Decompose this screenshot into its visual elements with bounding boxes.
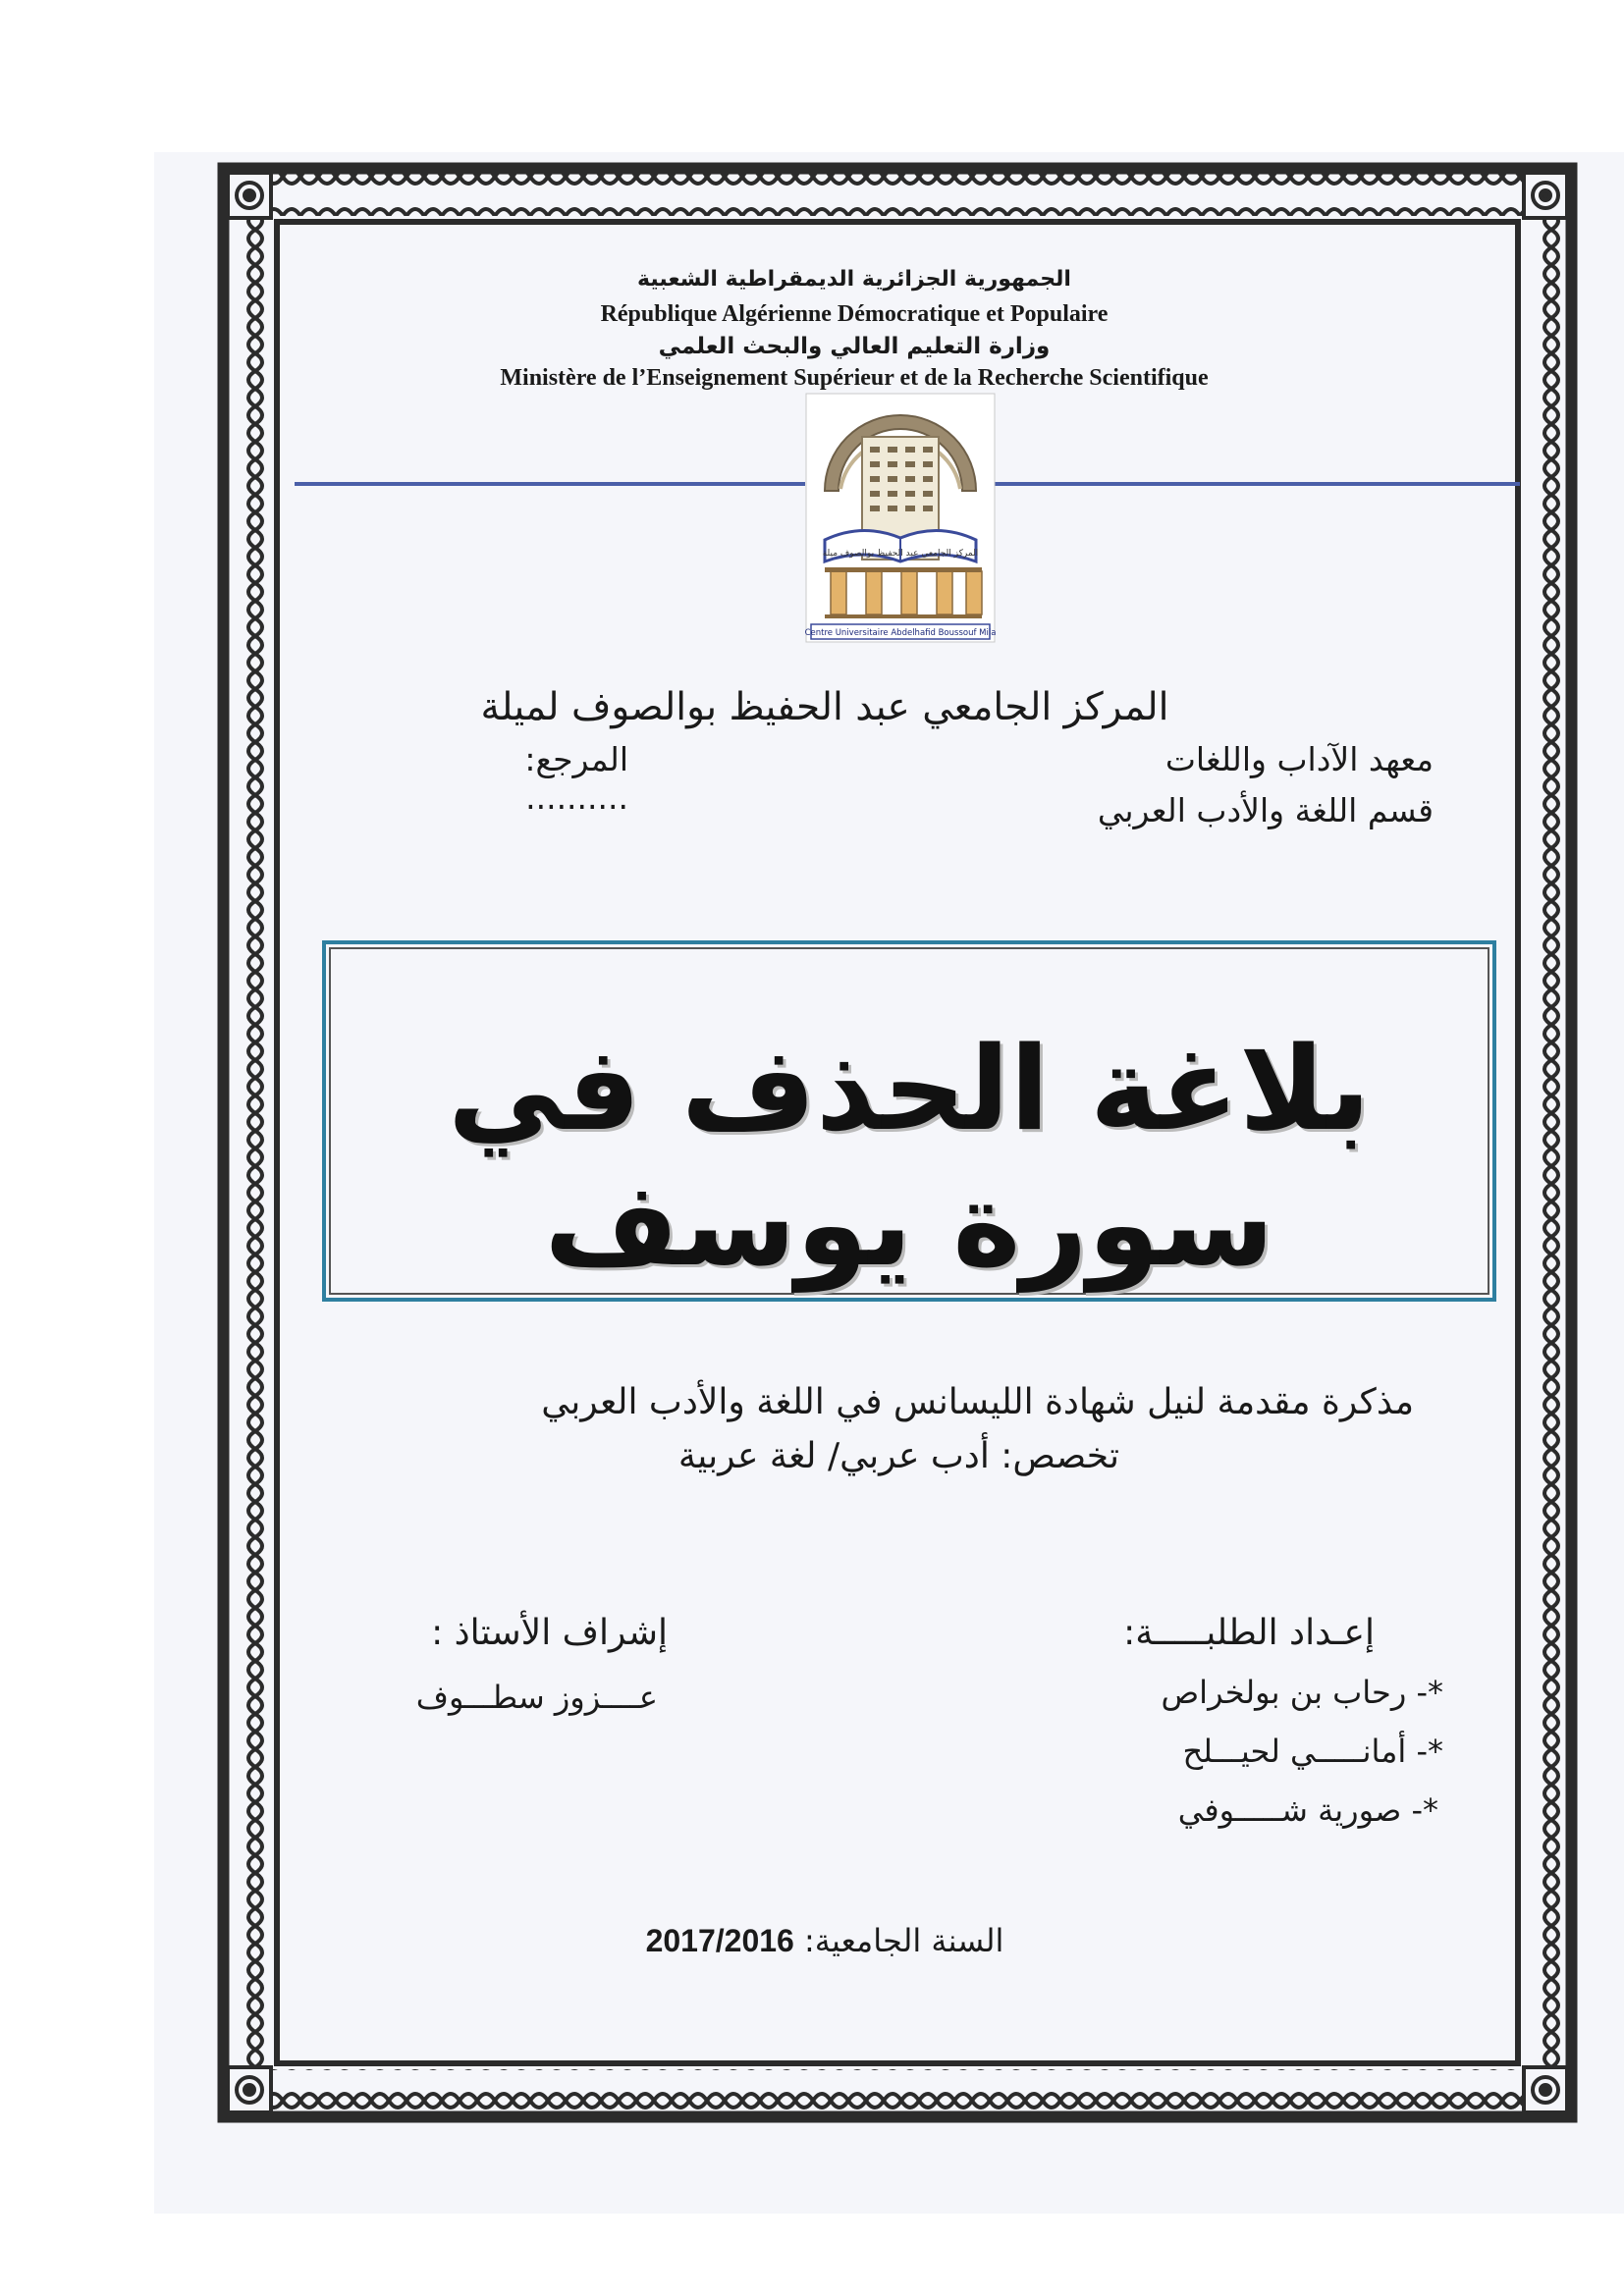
academic-year-value: 2017/2016 (645, 1923, 794, 1958)
student-name: *- أمانـــــي لحيـــلح (1182, 1733, 1443, 1770)
department-name: قسم اللغة والأدب العربي (1097, 791, 1434, 829)
student-name: *- رحاب بن بولخراص (1161, 1674, 1443, 1711)
thesis-purpose: مذكرة مقدمة لنيل شهادة الليسانس في اللغة والأدب العربي (541, 1382, 1414, 1422)
supervisor-name: عــــزوز سطـــوف (415, 1679, 658, 1716)
specialty: تخصص: أدب عربي/ لغة عربية (677, 1436, 1119, 1476)
thesis-title: بلاغة الحذف في سورة يوسف (448, 1021, 1371, 1292)
ministry-french: Ministère de l’Enseignement Supérieur et de la Recherche Scientifique (500, 365, 1209, 391)
students-label: إعـداد الطلبـــــة: (1123, 1613, 1375, 1653)
academic-year (589, 1922, 1060, 1959)
institution-name: المركز الجامعي عبد الحفيظ بوالصوف لميلة (480, 685, 1169, 729)
reference-number: المرجع: .......... (524, 740, 628, 817)
republic-french: République Algérienne Démocratique et Populaire (600, 301, 1109, 327)
ministry-arabic: وزارة التعليم العالي والبحث العلمي (658, 334, 1051, 359)
title-box (322, 940, 1496, 1302)
svg-text:المركز الجامعي عبد الحفيظ بوال: المركز الجامعي عبد الحفيظ بوالصوف ميلة (822, 549, 979, 559)
institute-name: معهد الآداب واللغات (1164, 740, 1434, 778)
student-name: *- صورية شـــــوفي (1177, 1791, 1438, 1829)
logo-caption: Centre Universitaire Abdelhafid Boussouf Mila (805, 628, 996, 638)
supervisor-label: إشراف الأستاذ : (431, 1613, 668, 1653)
university-logo (805, 393, 996, 643)
academic-year-label: السنة الجامعية: (804, 1922, 1004, 1959)
republic-arabic: الجمهورية الجزائرية الديمقراطية الشعبية (637, 267, 1071, 292)
